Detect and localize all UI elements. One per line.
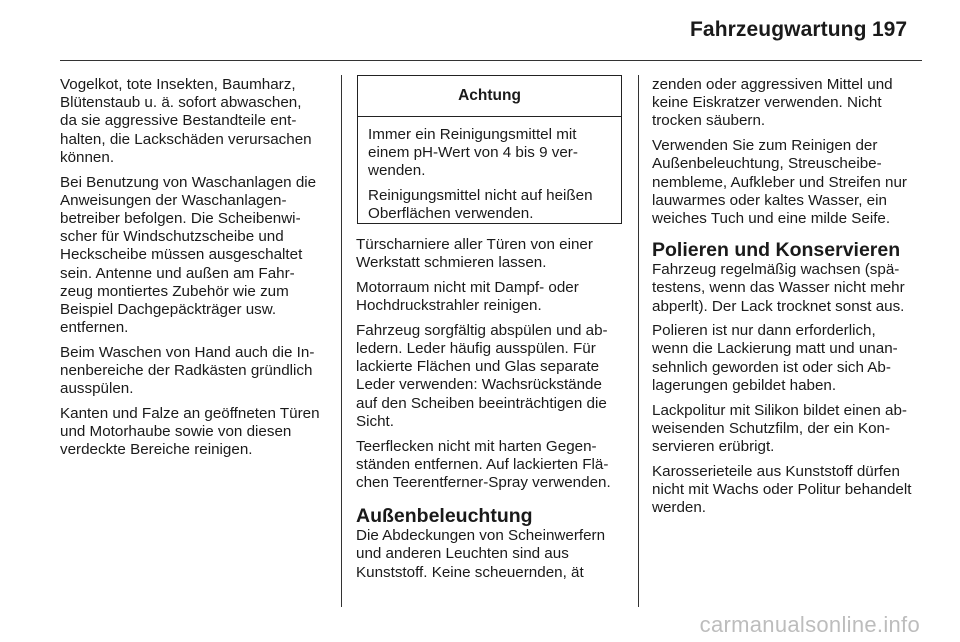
heading-exterior-lights: Außenbeleuchtung xyxy=(356,505,533,528)
column-divider xyxy=(638,75,639,607)
paragraph: Vogelkot, tote Insekten, Baumharz, Blütenstaub u. ä. sofort abwaschen, da sie aggressive Bestandteile enthalten, die Lackschäden verursachen können. xyxy=(60,76,312,166)
paragraph: Teerflecken nicht mit harten Gegenständen entfernen. Auf lackierten Flächen Teerentferner-Spray verwenden. xyxy=(356,437,611,491)
paragraph: Beim Waschen von Hand auch die Innenbereiche der Radkästen gründlich ausspülen. xyxy=(60,343,315,398)
paragraph: Die Abdeckungen von Scheinwerfern und anderen Leuchten sind aus Kunststoff. Keine scheuernden, ät xyxy=(356,527,606,581)
page-number: 197 xyxy=(872,18,908,41)
caution-paragraph: Reinigungsmittel nicht auf heißen Oberflächen verwenden. xyxy=(368,186,593,222)
paragraph: Lackpolitur mit Silikon bildet einen abweisenden Schutzfilm, der ein Konservieren erübrigt. xyxy=(652,401,907,455)
paragraph: Fahrzeug sorgfältig abspülen und abledern. Leder häufig ausspülen. Für lackierte Flächen und Glas separate Leder verwenden: Wachsrückstände auf den Scheiben beeinträchtigen die Sicht. xyxy=(356,321,608,430)
column-right xyxy=(652,76,914,524)
header-rule xyxy=(60,60,922,61)
paragraph: Kanten und Falze an geöffneten Türen und Motorhaube sowie von diesen verdeckte Bereiche reinigen. xyxy=(60,404,320,459)
caution-title: Achtung xyxy=(358,76,621,117)
paragraph: Polieren ist nur dann erforderlich, wenn die Lackierung matt und unansehnlich geworden ist oder sich Ablagerungen gebildet haben. xyxy=(652,322,898,394)
caution-body xyxy=(358,117,621,223)
paragraph: Verwenden Sie zum Reinigen der Außenbeleuchtung, Streuscheibenembleme, Aufkleber und Streifen nur lauwarmes oder kaltes Wasser, ein weiches Tuch und eine milde Seife. xyxy=(652,137,907,227)
watermark: carmanualsonline.info xyxy=(699,612,920,637)
paragraph: Motorraum nicht mit Dampf- oder Hochdruckstrahler reinigen. xyxy=(356,278,579,315)
column-divider xyxy=(341,75,342,607)
paragraph: Bei Benutzung von Waschanlagen die Anweisungen der Waschanlagenbetreiber befolgen. Die Scheibenwischer für Windschutzscheibe und Heckscheibe müssen ausgeschaltet sein. Antenne und außen am Fahrzeug montiertes Zubehör wie zum Beispiel Dachgepäckträger usw. entfernen. xyxy=(60,173,317,337)
section-title: Fahrzeugwartung xyxy=(690,18,867,41)
caution-box xyxy=(357,75,622,224)
heading-polishing: Polieren und Konservieren xyxy=(652,239,901,262)
caution-paragraph: Immer ein Reinigungsmittel mit einem pH-Wert von 4 bis 9 verwenden. xyxy=(368,126,578,180)
paragraph: Fahrzeug regelmäßig wachsen (spätestens, wenn das Wasser nicht mehr abperlt). Der Lack trocknet sonst aus. xyxy=(652,261,905,315)
column-middle xyxy=(356,236,618,588)
paragraph: Karosserieteile aus Kunststoff dürfen nicht mit Wachs oder Politur behandelt werden. xyxy=(652,462,912,517)
paragraph: Türscharniere aller Türen von einer Werkstatt schmieren lassen. xyxy=(356,236,593,272)
paragraph: zenden oder aggressiven Mittel und keine Eiskratzer verwenden. Nicht trocken säubern. xyxy=(652,76,893,130)
column-left xyxy=(60,76,322,466)
